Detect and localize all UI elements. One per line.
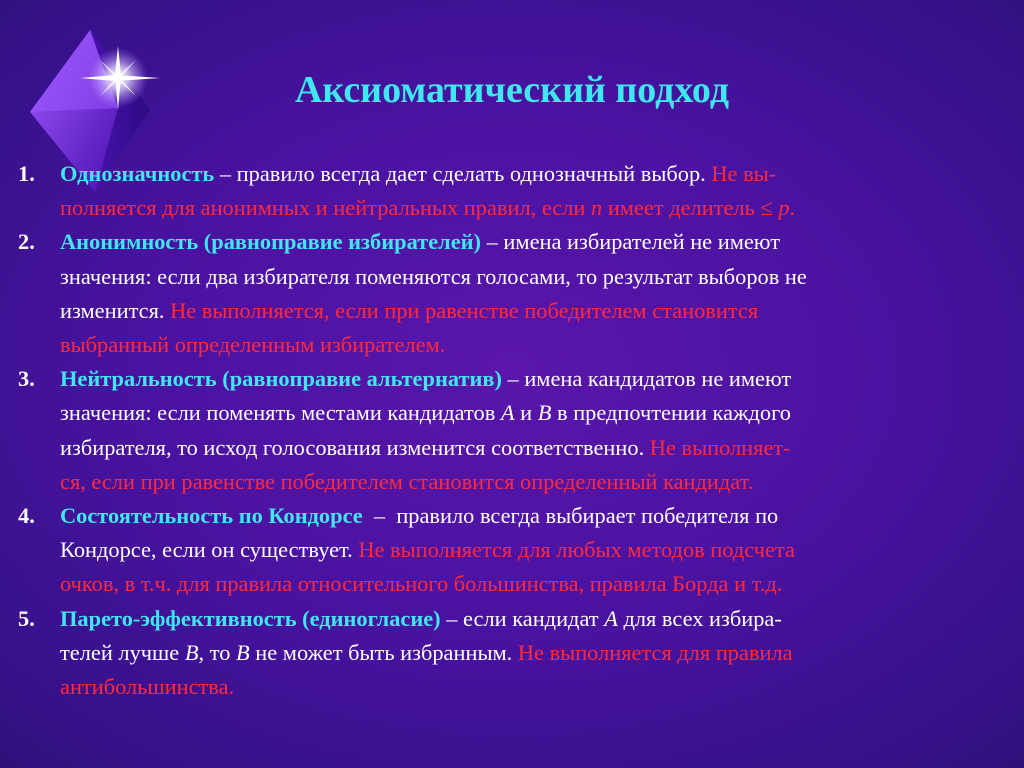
variable: p xyxy=(778,195,790,221)
item-term: Нейтральность (равноправие альтернатив) xyxy=(60,366,502,392)
item-text: – имена кандидатов не имеют xyxy=(501,366,792,392)
item-line xyxy=(60,396,1008,430)
item-text: – имена избирателей не имеют xyxy=(481,229,781,255)
list-item-2 xyxy=(18,225,1008,362)
item-line xyxy=(60,533,1008,567)
item-text: Кондорсе, если он существует. xyxy=(60,537,359,563)
list-item-3 xyxy=(18,362,1008,499)
item-exception: выбранный определенным избирателем. xyxy=(60,332,446,358)
item-text: изменится. xyxy=(60,297,171,323)
item-number: 4. xyxy=(18,503,35,529)
item-number: 2. xyxy=(18,229,35,255)
item-line xyxy=(60,636,1008,670)
item-line xyxy=(60,602,1008,636)
item-exception: ся, если при равенстве победителем становится определенный кандидат. xyxy=(60,468,754,494)
item-text: в предпочтении каждого xyxy=(551,400,791,426)
item-exception: очков, в т.ч. для правила относительного большинства, правила Борда и т.д. xyxy=(60,571,783,597)
item-exception: Не выполняется для правила xyxy=(517,639,793,665)
item-term: Состоятельность по Кондорсе xyxy=(60,503,363,529)
variable: B xyxy=(184,639,199,665)
item-exception: Не вы- xyxy=(711,161,777,186)
variable: B xyxy=(236,639,250,665)
item-text: – правило всегда дает сделать однозначный выбор. xyxy=(214,161,712,186)
variable: B xyxy=(537,400,552,426)
item-line: значения: если два избирателя поменяются голосами, то результат выборов не xyxy=(60,263,807,289)
item-term: Анонимность (равноправие избирателей) xyxy=(60,229,482,255)
item-text: , то xyxy=(198,639,236,665)
item-text: не может быть избранным. xyxy=(249,639,518,665)
item-exception: имеет делитель ≤ xyxy=(602,195,779,221)
list-item-4 xyxy=(18,499,1008,602)
variable: A xyxy=(500,400,515,426)
variable: A xyxy=(604,605,618,631)
item-exception: . xyxy=(789,195,796,221)
item-line xyxy=(60,191,1008,225)
item-exception: полняется для анонимных и нейтральных правил, если xyxy=(60,195,592,221)
item-line xyxy=(60,499,1008,533)
item-number: 1. xyxy=(18,161,35,186)
item-text: – если кандидат xyxy=(440,605,605,631)
item-term: Парето-эффективность (единогласие) xyxy=(60,605,441,631)
list-item-5 xyxy=(18,602,1008,705)
item-exception: Не выполняет- xyxy=(649,434,791,460)
item-text: и xyxy=(514,400,538,426)
item-text: телей лучше xyxy=(60,639,185,665)
item-exception: антибольшинства. xyxy=(60,674,235,700)
item-number: 3. xyxy=(18,366,35,392)
item-term: Однозначность xyxy=(60,161,215,186)
item-number: 5. xyxy=(18,605,35,631)
item-line xyxy=(60,362,1008,396)
item-line xyxy=(60,294,1008,328)
item-text: значения: если поменять местами кандидатов xyxy=(60,400,501,426)
list-item-1 xyxy=(18,157,1008,225)
slide-title: Аксиоматический подход xyxy=(294,69,730,111)
axiom-list xyxy=(18,157,1008,704)
item-exception: Не выполняется, если при равенстве победителем становится xyxy=(170,297,759,323)
variable: n xyxy=(591,195,603,221)
item-line xyxy=(60,431,1008,465)
item-text: избирателя, то исход голосования изменится соответственно. xyxy=(60,434,650,460)
item-line xyxy=(60,157,1008,191)
item-exception: Не выполняется для любых методов подсчета xyxy=(358,537,795,563)
item-line xyxy=(60,225,1008,259)
item-text: – правило всегда выбирает победителя по xyxy=(362,503,779,529)
item-text: для всех избира- xyxy=(617,605,782,631)
